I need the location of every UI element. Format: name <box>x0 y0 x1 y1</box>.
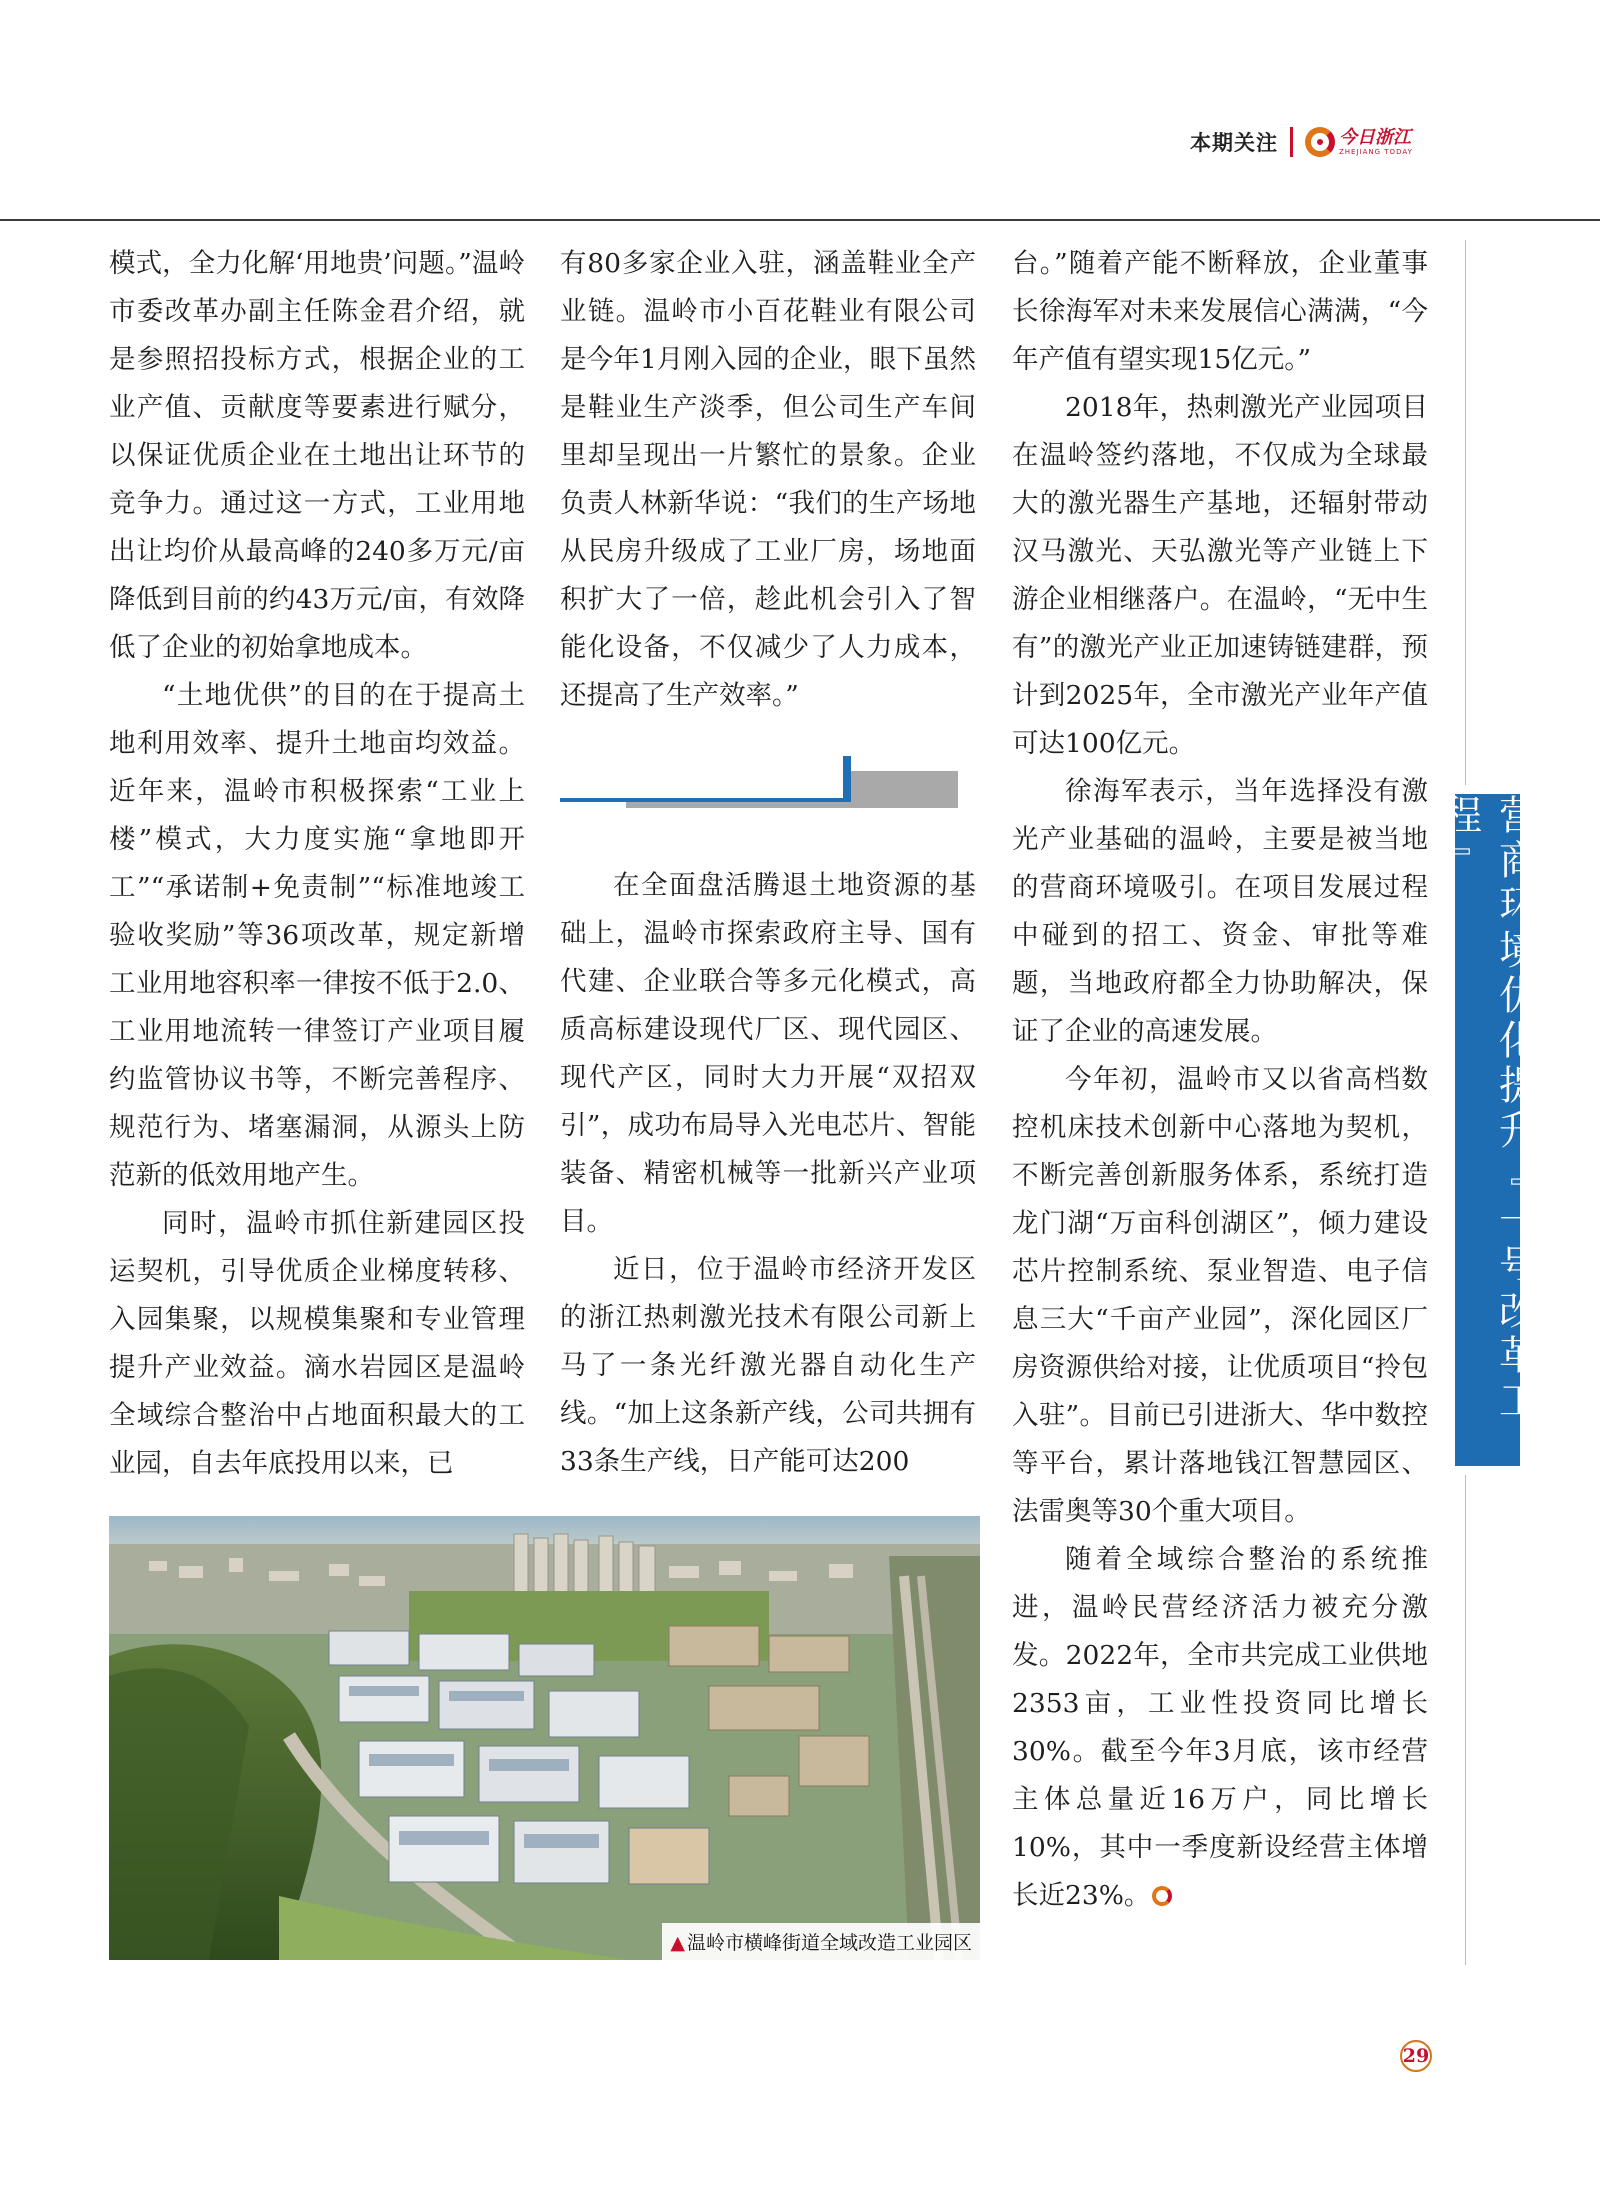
paragraph: 近日，位于温岭市经济开发区的浙江热刺激光技术有限公司新上马了一条光纤激光器自动化生产线。“加上这条新产线，公司共拥有33条生产线，日产能可达200 <box>560 1254 976 1477</box>
magazine-logo <box>1305 127 1413 157</box>
side-rule-top <box>1465 240 1466 785</box>
side-rule-bottom <box>1465 1475 1466 1965</box>
triangle-marker-icon: ▲ <box>670 1932 685 1954</box>
paragraph: 徐海军表示，当年选择没有激光产业基础的温岭，主要是被当地的营商环境吸引。在项目发展过程中碰到的招工、资金、审批等难题，当地政府都全力协助解决，保证了企业的高速发展。 <box>1012 776 1428 1047</box>
column-1 <box>109 240 525 1488</box>
column-2 <box>560 240 976 1486</box>
paragraph: 在全面盘活腾退土地资源的基础上，温岭市探索政府主导、国有代建、企业联合等多元化模式，高质高标建设现代厂区、现代园区、现代产区，同时大力开展“双招双引”，成功布局导入光电芯片、智能装备、精密机械等一批新兴产业项目。 <box>560 870 976 1237</box>
paragraph: 台。”随着产能不断释放，企业董事长徐海军对未来发展信心满满，“今年产值有望实现15亿元。” <box>1012 248 1428 375</box>
photo-caption <box>662 1923 980 1960</box>
section-subheading <box>560 756 980 810</box>
paragraph: “土地优供”的目的在于提高土地利用效率、提升土地亩均效益。近年来，温岭市积极探索“工业上楼”模式，大力度实施“拿地即开工”“承诺制+免责制”“标准地竣工验收奖励”等36项改革，规定新增工业用地容积率一律按不低于2.0、工业用地流转一律签订产业项目履约监管协议书等，不断完善程序、规范行为、堵塞漏洞，从源头上防范新的低效用地产生。 <box>109 680 525 1191</box>
paragraph: 有80多家企业入驻，涵盖鞋业全产业链。温岭市小百花鞋业有限公司是今年1月刚入园的企业，眼下虽然是鞋业生产淡季，但公司生产车间里却呈现出一片繁忙的景象。企业负责人林新华说：“我们的生产场地从民房升级成了工业厂房，场地面积扩大了一倍，趁此机会引入了智能化设备，不仅减少了人力成本，还提高了生产效率。” <box>560 248 976 711</box>
page-number: 29 <box>1400 2040 1432 2072</box>
section-label: 本期关注 <box>1190 131 1278 155</box>
page-header <box>1190 122 1413 162</box>
paragraph: 今年初，温岭市又以省高档数控机床技术创新中心落地为契机，不断完善创新服务体系，系统打造龙门湖“万亩科创湖区”，倾力建设芯片控制系统、泵业智造、电子信息三大“千亩产业园”，深化园区厂房资源供给对接，让优质项目“拎包入驻”。目前已引进浙大、华中数控等平台，累计落地钱江智慧园区、法雷奥等30个重大项目。 <box>1012 1064 1428 1527</box>
paragraph: 模式，全力化解‘用地贵’问题。”温岭市委改革办副主任陈金君介绍，就是参照招投标方式，根据企业的工业产值、贡献度等要素进行赋分，以保证优质企业在土地出让环节的竞争力。通过这一方式，工业用地出让均价从最高峰的240多万元/亩降低到目前的约43万元/亩，有效降低了企业的初始拿地成本。 <box>109 248 525 663</box>
aerial-photo-illustration <box>109 1516 980 1960</box>
column-3 <box>1012 240 1428 1920</box>
paragraph-last <box>1012 1536 1428 1920</box>
caption-text: 温岭市横峰街道全域改造工业园区 <box>686 1932 972 1954</box>
zhejiang-today-logo-icon <box>1305 127 1335 157</box>
aerial-photo-industrial-park <box>109 1516 980 1960</box>
paragraph: 2018年，热刺激光产业园项目在温岭签约落地，不仅成为全球最大的激光器生产基地，还辐射带动汉马激光、天弘激光等产业链上下游企业相继落户。在温岭，“无中生有”的激光产业正加速铸链建群，预计到2025年，全市激光产业年产值可达100亿元。 <box>1012 392 1428 759</box>
logo-english: ZHEJIANG TODAY <box>1339 147 1413 156</box>
logo-chinese: 今日浙江 <box>1339 126 1411 148</box>
header-divider <box>1290 127 1293 157</box>
end-mark-icon <box>1152 1886 1172 1906</box>
header-rule <box>0 219 1600 221</box>
paragraph-text: 随着全域综合整治的系统推进，温岭民营经济活力被充分激发。2022年，全市共完成工业供地2353亩，工业性投资同比增长30%。截至今年3月底，该市经营主体总量近16万户，同比增长10%，其中一季度新设经营主体增长近23%。 <box>1012 1544 1428 1911</box>
side-column-tab: 营商环境优化提升『一号改革工程』 <box>1455 794 1520 1466</box>
paragraph: 同时，温岭市抓住新建园区投运契机，引导优质企业梯度转移、入园集聚，以规模集聚和专业管理提升产业效益。滴水岩园区是温岭全域综合整治中占地面积最大的工业园，自去年底投用以来，已 <box>109 1208 525 1479</box>
